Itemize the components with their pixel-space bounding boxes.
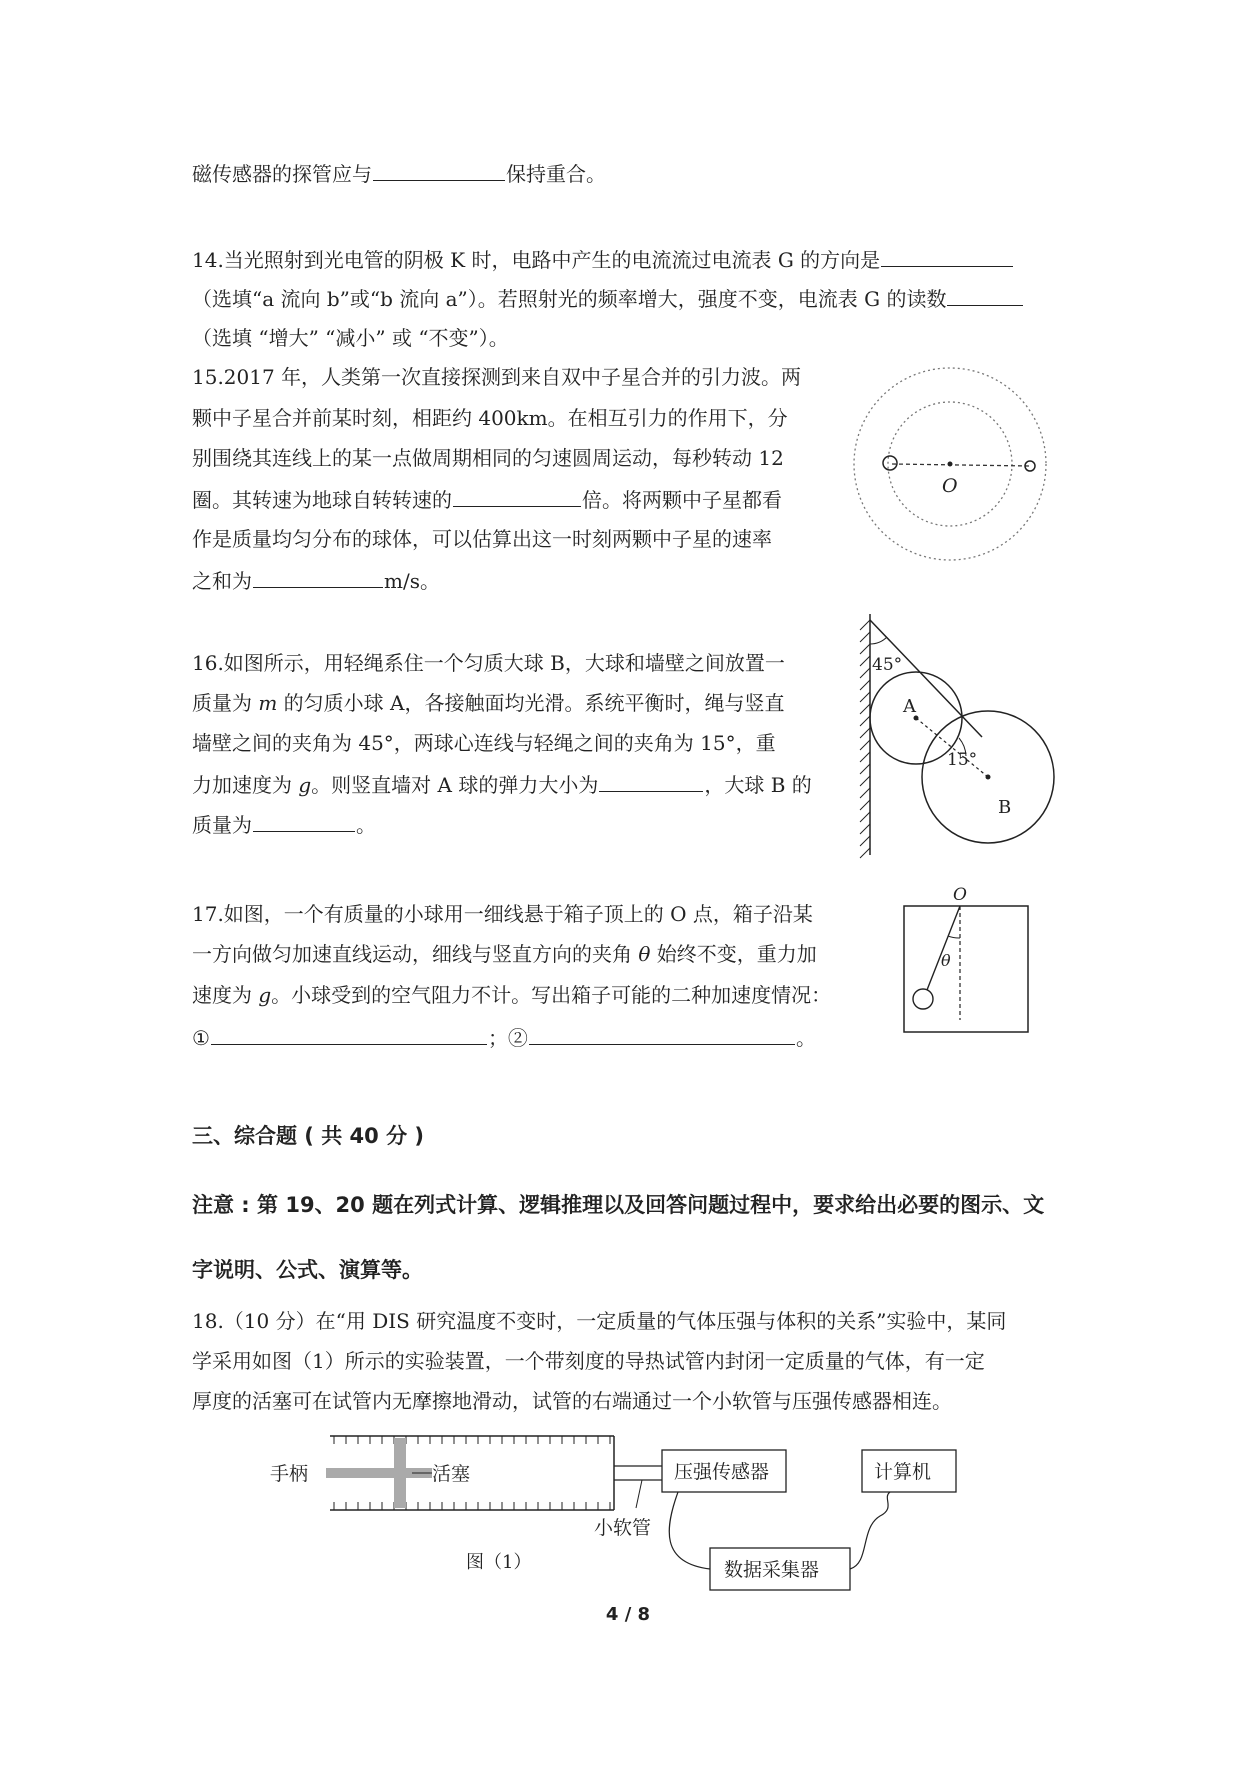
q16-text-5b: 。 bbox=[356, 813, 376, 837]
q16-angle-15: 15° bbox=[947, 750, 978, 770]
q15-orbit-figure bbox=[850, 360, 1050, 570]
q18-text-1: 18.（10 分）在“用 DIS 研究温度不变时，一定质量的气体压强与体积的关系”实验中，某同 bbox=[192, 1309, 1007, 1333]
q14-line-3 bbox=[192, 323, 509, 353]
q18-label-piston: 活塞 bbox=[432, 1463, 471, 1485]
q16-label-b: B bbox=[998, 797, 1012, 818]
q15-text-5: 作是质量均匀分布的球体，可以估算出这一时刻两颗中子星的速率 bbox=[192, 527, 772, 551]
q13-blank bbox=[373, 158, 505, 181]
q17-line-1 bbox=[192, 899, 813, 929]
section-3-title: 三、综合题 ( 共 40 分 ) bbox=[192, 1124, 424, 1148]
q14-blank-1 bbox=[881, 244, 1013, 267]
q14-text-2: （选填“a 流向 b”或“b 流向 a”）。若照射光的频率增大，强度不变，电流表 G 的读数 bbox=[192, 287, 947, 311]
q15-line-5 bbox=[192, 524, 772, 554]
q16-blank-2 bbox=[253, 809, 355, 832]
q18-line-2 bbox=[192, 1346, 985, 1376]
q17-text-2a: 一方向做匀加速直线运动，细线与竖直方向的夹角 bbox=[192, 942, 639, 966]
q13-line bbox=[192, 158, 606, 189]
q17-text-2b: 始终不变，重力加 bbox=[650, 942, 817, 966]
q13-text-a: 磁传感器的探管应与 bbox=[192, 162, 372, 186]
q15-blank-1 bbox=[453, 484, 581, 507]
q17-blank-2 bbox=[529, 1022, 795, 1045]
section-3-note-1: 注意 : 第 19、20 题在列式计算、逻辑推理以及回答问题过程中，要求给出必要的图示、文 bbox=[192, 1193, 1045, 1217]
q15-line-1 bbox=[192, 362, 801, 392]
q17-label-o: O bbox=[953, 885, 967, 905]
q16-label-a: A bbox=[903, 696, 916, 717]
q16-text-4a: 力加速度为 bbox=[192, 773, 299, 797]
q17-text-4c: 。 bbox=[795, 1026, 816, 1050]
q15-text-4a: 圈。其转速为地球自转转速的 bbox=[192, 488, 452, 512]
q15-text-6b: m/s。 bbox=[384, 569, 440, 593]
q14-blank-2 bbox=[947, 283, 1023, 306]
q14-line-2 bbox=[192, 283, 1024, 314]
q18-apparatus-figure bbox=[270, 1428, 980, 1598]
q16-text-5a: 质量为 bbox=[192, 813, 252, 837]
q17-blank-1 bbox=[211, 1022, 487, 1045]
q17-text-1: 17.如图，一个有质量的小球用一细线悬于箱子顶上的 O 点，箱子沿某 bbox=[192, 902, 813, 926]
q16-line-1 bbox=[192, 648, 785, 678]
q15-blank-2 bbox=[253, 565, 383, 588]
q18-label-tube: 小软管 bbox=[594, 1517, 652, 1539]
q16-text-2b: 的匀质小球 A，各接触面均光滑。系统平衡时，绳与竖直 bbox=[277, 691, 785, 715]
q16-g-symbol: g bbox=[298, 773, 312, 797]
q17-g-symbol: g bbox=[258, 983, 272, 1007]
q18-text-2: 学采用如图（1）所示的实验装置，一个带刻度的导热试管内封闭一定质量的气体，有一定 bbox=[192, 1349, 985, 1373]
q15-text-2: 颗中子星合并前某时刻，相距约 400km。在相互引力的作用下，分 bbox=[192, 406, 788, 430]
q15-line-2 bbox=[192, 403, 788, 433]
q17-line-3 bbox=[192, 980, 831, 1010]
q16-text-4c: ，大球 B 的 bbox=[704, 773, 812, 797]
q16-line-3 bbox=[192, 728, 776, 758]
q16-text-2a: 质量为 bbox=[192, 691, 259, 715]
section-3-note-2: 字说明、公式、演算等。 bbox=[192, 1258, 423, 1282]
q15-text-3: 别围绕其连线上的某一点做周期相同的匀速圆周运动，每秒转动 12 bbox=[192, 446, 784, 470]
q15-line-6 bbox=[192, 565, 440, 596]
q18-line-1 bbox=[192, 1306, 1006, 1336]
q15-text-6a: 之和为 bbox=[192, 569, 252, 593]
q18-label-collector: 数据采集器 bbox=[724, 1559, 820, 1581]
q17-text-3b: 。小球受到的空气阻力不计。写出箱子可能的二种加速度情况： bbox=[271, 983, 832, 1007]
q17-theta-symbol: θ bbox=[638, 942, 651, 966]
q18-line-3 bbox=[192, 1386, 952, 1416]
q16-text-1: 16.如图所示，用轻绳系住一个匀质大球 B，大球和墙壁之间放置一 bbox=[192, 651, 785, 675]
q14-text-1: 14.当光照射到光电管的阴极 K 时，电路中产生的电流流过电流表 G 的方向是 bbox=[192, 248, 881, 272]
q17-box-figure bbox=[896, 880, 1036, 1040]
q18-label-sensor: 压强传感器 bbox=[674, 1461, 770, 1483]
q16-balls-figure bbox=[848, 610, 1058, 860]
q17-line-4 bbox=[192, 1022, 816, 1053]
q14-line-1 bbox=[192, 244, 1014, 275]
q16-angle-45: 45° bbox=[872, 655, 903, 675]
q16-text-4b: 。则竖直墙对 A 球的弹力大小为 bbox=[311, 773, 599, 797]
q16-mass-symbol: m bbox=[258, 691, 278, 715]
q16-line-2 bbox=[192, 688, 785, 718]
q15-o-label: O bbox=[942, 475, 958, 497]
q16-line-4 bbox=[192, 769, 812, 800]
q17-text-4b: ；② bbox=[487, 1026, 528, 1050]
q16-line-5 bbox=[192, 809, 376, 840]
q17-label-theta: θ bbox=[941, 951, 951, 970]
q18-text-3: 厚度的活塞可在试管内无摩擦地滑动，试管的右端通过一个小软管与压强传感器相连。 bbox=[192, 1389, 952, 1413]
q15-line-4 bbox=[192, 484, 782, 515]
q15-line-3 bbox=[192, 443, 784, 473]
q18-figure-caption: 图（1） bbox=[466, 1552, 532, 1573]
q15-text-4b: 倍。将两颗中子星都看 bbox=[582, 488, 782, 512]
q16-blank-1 bbox=[599, 769, 703, 792]
q17-text-4a: ① bbox=[192, 1026, 210, 1050]
q18-label-handle: 手柄 bbox=[270, 1463, 309, 1485]
q17-text-3a: 速度为 bbox=[192, 983, 259, 1007]
q16-text-3: 墙壁之间的夹角为 45°，两球心连线与轻绳之间的夹角为 15°，重 bbox=[192, 731, 776, 755]
page-number: 4 / 8 bbox=[605, 1604, 651, 1625]
q13-text-b: 保持重合。 bbox=[506, 162, 606, 186]
q18-label-computer: 计算机 bbox=[874, 1461, 932, 1483]
q14-text-3: （选填 “增大” “减小” 或 “不变”）。 bbox=[192, 326, 509, 350]
q17-line-2 bbox=[192, 939, 817, 969]
q15-text-1: 15.2017 年，人类第一次直接探测到来自双中子星合并的引力波。两 bbox=[192, 365, 802, 389]
